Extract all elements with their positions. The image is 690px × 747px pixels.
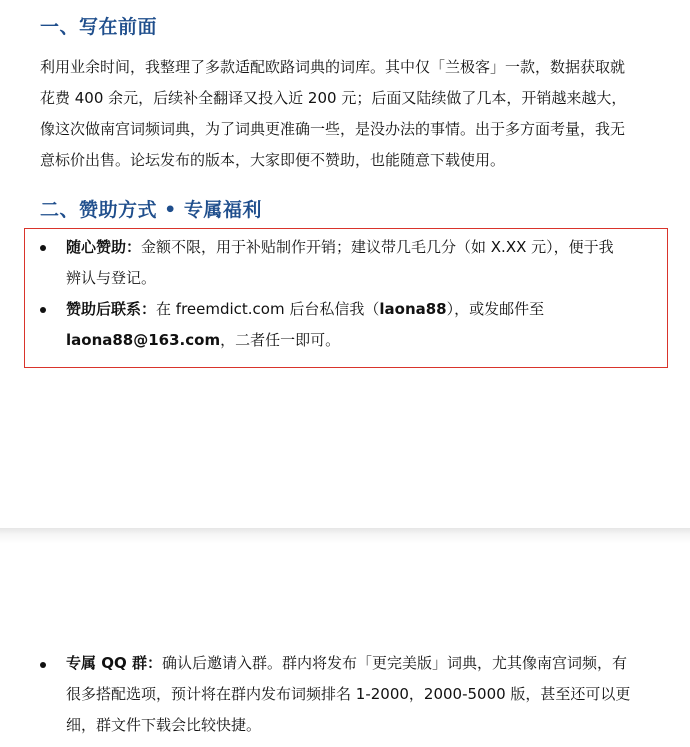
list-item-qq-group	[66, 648, 656, 741]
intro-line-3: 像这次做南宫词频词典，为了词典更准确一些，是没办法的事情。出于多方面考量，我无	[40, 120, 626, 138]
item-text: ），或发邮件至	[446, 300, 545, 318]
item-text-cont: 辨认与登记。	[66, 269, 157, 287]
intro-paragraph	[40, 52, 660, 176]
intro-line-2: 花费 400 余元，后续补全翻译又投入近 200 元；后面又陆续做了几本，开销越来越大，	[40, 89, 627, 107]
bullet-icon	[40, 662, 46, 668]
item-text: ，二者任一即可。	[220, 331, 341, 349]
page-break-divider	[0, 528, 690, 544]
item-text-cont: 细，群文件下载会比较快捷。	[66, 716, 262, 734]
intro-line-1: 利用业余时间，我整理了多款适配欧路词典的词库。其中仅「兰极客」一款，数据获取就	[40, 58, 626, 76]
item-text: 金额不限，用于补贴制作开销；建议带几毛几分（如 X.XX 元），便于我	[141, 238, 614, 256]
intro-line-4: 意标价出售。论坛发布的版本，大家即便不赞助，也能随意下载使用。	[40, 151, 506, 169]
section-heading-sponsor: 二、赞助方式 • 专属福利	[40, 199, 262, 221]
bullet-icon	[40, 245, 46, 251]
list-item-contact	[66, 294, 656, 356]
list-item-free-sponsor	[66, 232, 656, 294]
section-heading-intro: 一、写在前面	[40, 16, 158, 38]
bullet-icon	[40, 307, 46, 313]
item-label: 专属 QQ 群：	[66, 654, 162, 672]
email-address: laona88@163.com	[66, 331, 221, 349]
item-text-cont: 很多搭配选项，预计将在群内发布词频排名 1-2000，2000-5000 版，甚至还可以更	[66, 685, 631, 703]
item-text: 在 freemdict.com 后台私信我（	[156, 300, 380, 318]
username: laona88	[379, 300, 447, 318]
item-text: 确认后邀请入群。群内将发布「更完美版」词典，尤其像南宫词频，有	[161, 654, 627, 672]
item-label: 赞助后联系：	[66, 300, 157, 318]
item-label: 随心赞助：	[66, 238, 142, 256]
